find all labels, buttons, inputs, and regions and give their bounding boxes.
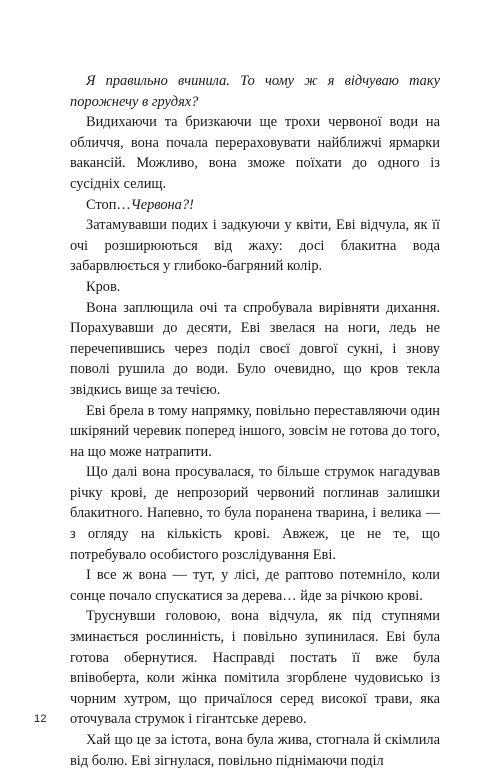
paragraph-3-emphasis: Червона?!	[130, 196, 194, 213]
paragraph-9: І все ж вона — тут, у лісі, де раптово потемніло, коли сонце почало спускатися за дерева… йде за річкою крові.	[70, 567, 440, 604]
paragraph-3-lead: Стоп…	[86, 196, 131, 213]
paragraph-4: Затамувавши подих і задкуючи у квіти, Еві відчула, як її очі розширюються від жаху: досі блакитна вода забарвлюється у глибоко-багряний колір.	[70, 217, 440, 275]
page-number: 12	[34, 713, 47, 725]
paragraph-10: Труснувши головою, вона відчула, як під ступнями зминається рослинність, і повільно зупинилася. Еві була готова обернутися. Насправді постать її вже була впівоберта, коли жінка помітила згорблене чудовисько із чорним хутром, що причаїлося серед високої трави, яка оточувала струмок і гігантське дерево.	[70, 608, 440, 728]
paragraph-2: Видихаючи та бризкаючи ще трохи червоної води на обличчя, вона почала перераховувати найближчі ярмарки вакансій. Можливо, вона зможе поїхати до одного із сусідніх селищ.	[70, 114, 440, 192]
paragraph-8: Що далі вона просувалася, то більше струмок нагадував річку крові, де непрозорий червоний поглинав залишки блакитного. Напевно, то була поранена тварина, і велика — з огляду на кількість крові. Авжеж, це не те, що потребувало особистого розслідування Еві.	[70, 464, 440, 563]
paragraph-1: Я правильно вчинила. То чому ж я відчуваю таку порожнечу в грудях?	[70, 73, 440, 110]
paragraph-5: Кров.	[86, 278, 121, 295]
paragraph-7: Еві брела в тому напрямку, повільно переставляючи один шкіряний черевик поперед іншого, зовсім не готова до того, на що може натрапити.	[70, 402, 440, 460]
paragraph-3	[70, 195, 440, 216]
paragraph-6: Вона заплющила очі та спробувала вирівняти дихання. Порахувавши до десяти, Еві звелася на ноги, ледь не перечепившись через поділ своєї довгої сукні, і знову поволі рушила до води. Було очевидно, що кров текла звідкись вище за течією.	[70, 299, 440, 398]
paragraph-11: Хай що це за істота, вона була жива, стогнала й скімлила від болю. Еві зігнулася, повільно піднімаючи поділ	[70, 732, 440, 769]
text-column	[70, 71, 440, 771]
